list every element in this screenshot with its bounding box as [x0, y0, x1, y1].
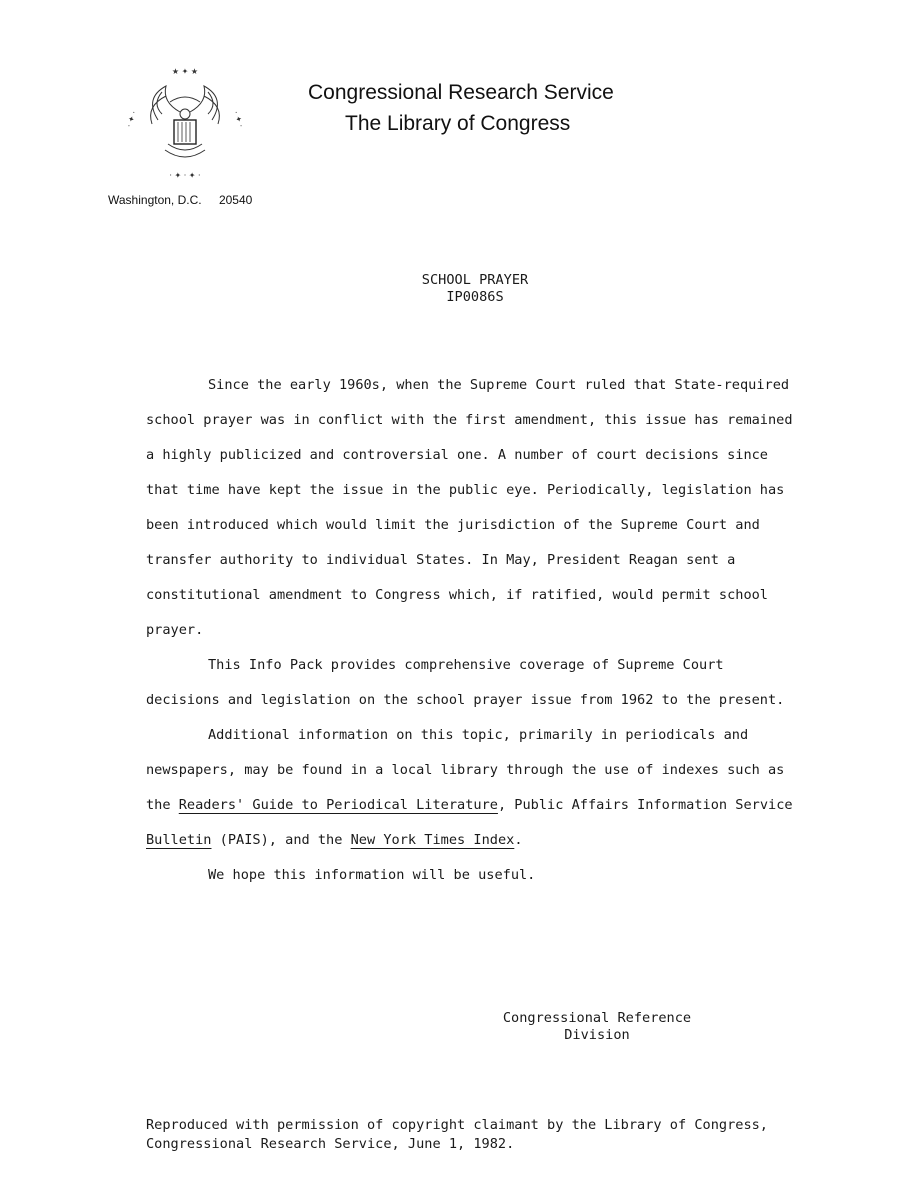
text-segment: Additional information on this topic, primarily in periodicals and newspapers, may be found in a local library through the use of indexes such as the — [146, 727, 785, 813]
copyright-footer: Reproduced with permission of copyright claimant by the Library of Congress, Congressional Research Service, June 1, 1982. — [146, 1117, 768, 1152]
org-name: Congressional Research Service — [308, 81, 614, 104]
document-title: SCHOOL PRAYER — [421, 272, 529, 288]
signature-block — [492, 1010, 702, 1044]
document-code: IP0086S — [446, 289, 504, 305]
nyt-index-title: New York Times Index — [350, 832, 515, 848]
document-body — [146, 368, 796, 893]
svg-text:· ✦ ·: · ✦ · — [231, 109, 246, 129]
paragraph-closing: We hope this information will be useful. — [208, 867, 536, 883]
bulletin-title: Bulletin — [146, 832, 212, 848]
document-title-block — [415, 272, 535, 306]
signature-line2: Division — [564, 1027, 630, 1043]
paragraph-additional-info — [146, 718, 796, 858]
readers-guide-title: Readers' Guide to Periodical Literature — [178, 797, 498, 813]
city-label: Washington, D.C. — [108, 193, 202, 207]
zip-code: 20540 — [218, 193, 253, 207]
svg-text:★ ✦ ★: ★ ✦ ★ — [171, 67, 199, 76]
svg-text:· ✦ · ✦ ·: · ✦ · ✦ · — [169, 171, 201, 180]
signature-line1: Congressional Reference — [502, 1010, 692, 1026]
paragraph-info-pack: This Info Pack provides comprehensive coverage of Supreme Court decisions and legislation on the school prayer issue from 1962 to the present. — [146, 657, 785, 708]
text-segment: . — [514, 832, 523, 848]
text-segment: (PAIS), and the — [211, 832, 351, 848]
text-segment: , Public Affairs Information Service — [497, 797, 793, 813]
address — [108, 193, 252, 207]
svg-text:· ✦ ·: · ✦ · — [124, 109, 139, 129]
paragraph-intro: Since the early 1960s, when the Supreme Court ruled that State-required school prayer was in conflict with the first amendment, this issue has remained a highly publicized and controversial one. A number of court decisions since that time have kept the issue in the public eye. Periodically, legislation has been introduced which would limit the jurisdiction of the Supreme Court and transfer authority to individual States. In May, President Reagan sent a constitutional amendment to Congress which, if ratified, would permit school prayer. — [146, 377, 793, 638]
org-subname: The Library of Congress — [345, 112, 571, 135]
library-of-congress-seal-logo — [110, 62, 260, 182]
